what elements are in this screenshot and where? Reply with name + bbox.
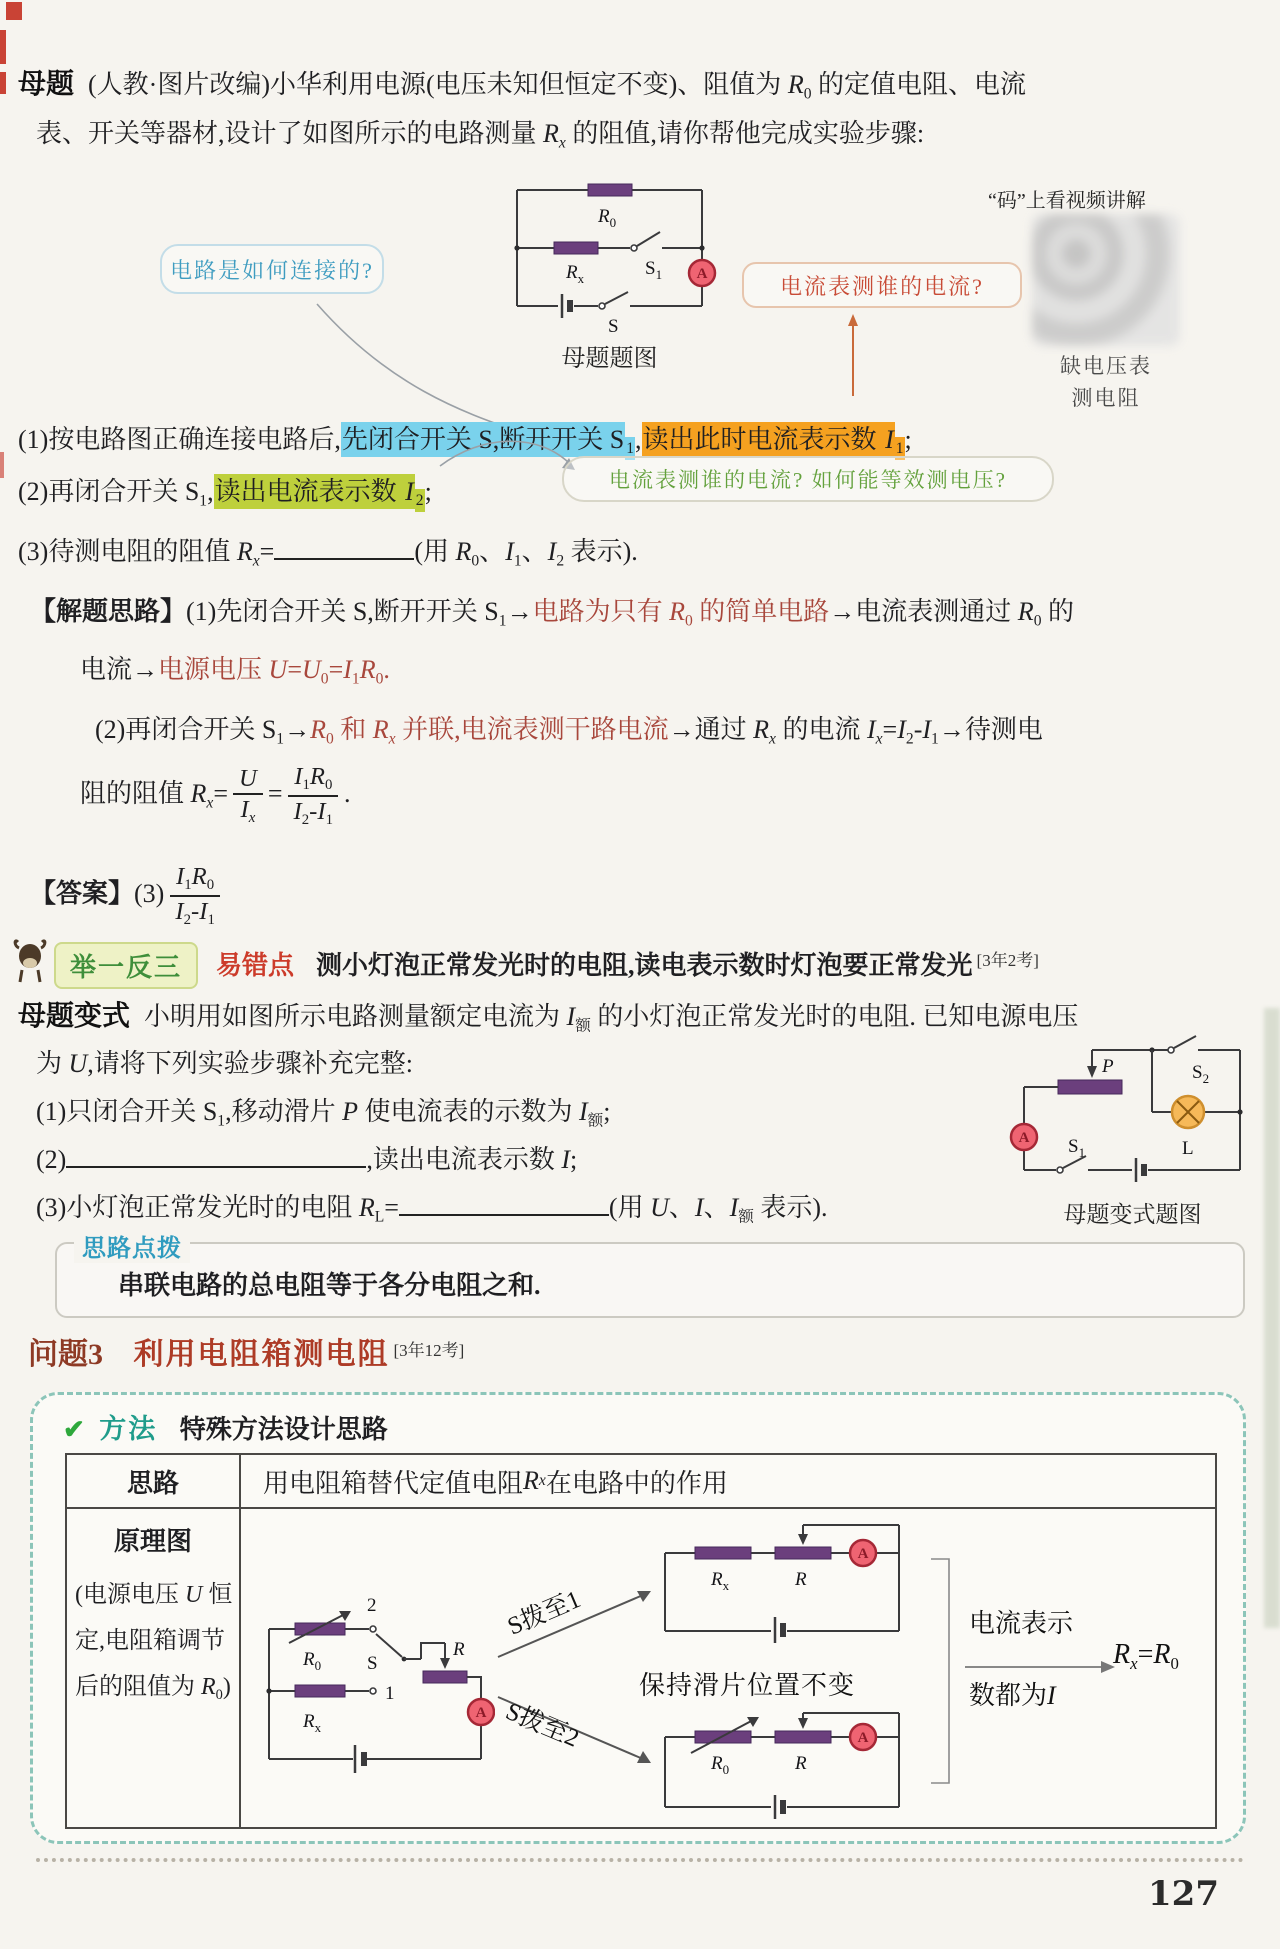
solution-label: 【解题思路】 [30,597,187,626]
selector-switch-blade [376,1634,402,1657]
svg-text:S: S [367,1653,378,1674]
table-header-cell [67,1509,241,1827]
section-title: 利用电阻箱测电阻 [133,1338,390,1371]
check-icon: ✔ [63,1415,85,1444]
svg-text:A: A [696,266,708,282]
problem-text: (人教·图片改编)小华利用电源(电压未知但恒定不变)、阻值为 $R_0$ 的定值电阻、电流 [88,70,1027,103]
svg-text:A: A [857,1730,869,1746]
variant-step-2: (2) ,读出电流表示数 I; [36,1140,577,1179]
svg-text:R0: $R_0$ [598,206,617,230]
band-cite: [3年2考] [976,951,1039,970]
circuit-position-2 [653,1703,923,1825]
answer-label: 【答案】 [30,878,135,908]
handwritten-note-blue: 电路是如何连接的? [160,244,384,294]
resistance-box-r0 [295,1623,345,1635]
method-box [30,1392,1246,1844]
svg-text:P: P [1102,1056,1114,1077]
svg-text:2: 2 [367,1595,377,1616]
step-2: (2)再闭合开关 $S_1$,读出电流表示数 I $_2$; [18,472,432,513]
step-3: (3)待测电阻的阻值 $R_x=$ (用 $R_0$、$I_1$、$I_2$ 表示). [18,532,638,573]
switch-s1-contact [1057,1167,1063,1173]
cow-icon [12,936,48,984]
band-badge: 举一反三 [54,942,198,989]
handwritten-note-red: 电流表测谁的电流? [742,262,1022,308]
resistor-r0 [588,184,632,196]
svg-text:S2: $S_2$ [1192,1062,1210,1086]
solution-line-2: 电流→电源电压 $U=U_0=I_1R_0$. [80,655,390,688]
branch-arrow-1-label: S拨至1 [503,1585,585,1641]
variant-line-2: 为 U,请将下列实验步骤补充完整: [36,1049,414,1078]
svg-text:1: 1 [385,1683,395,1704]
svg-text:Rx: $R_x$ [566,262,585,286]
result-text-line-1: 电流表示 [969,1609,1074,1638]
margin-mark [0,30,6,64]
table-header-cell: 思路 [67,1455,241,1509]
variant-text-1: 小明用如图所示电路测量额定电流为 $I_额$ 的小灯泡正常发光时的电阻. 已知电源电压 [144,1002,1079,1035]
variant-line-1 [18,996,1078,1038]
qr-code [1032,214,1180,346]
section-cite: [3年12考] [393,1341,465,1360]
video-note: “码”上看视频讲解 [988,190,1146,212]
circuit-diagram-variant [1000,1032,1265,1192]
solution-line-3: (2)再闭合开关 $S_1\to R_0$ 和 $R_x$ 并联,电流表测干路电流→通过 $R_x$ 的电流 $I_x=I_2-I_1\to$待测电 [95,715,1043,748]
table-row-cell: 用电阻箱替代定值电阻 R x 在电路中的作用 [241,1455,1215,1509]
annotation-arrow-green [432,430,582,488]
rheostat [1058,1080,1122,1094]
band-text: 测小灯泡正常发光时的电阻,读电表示数时灯泡要正常发光 [316,951,973,980]
slide-rheostat-r [775,1731,831,1743]
margin-mark [6,2,22,20]
variant-label: 母题变式 [18,1001,131,1032]
switch-s1-blade [637,232,660,246]
switch-s2-blade [1174,1036,1196,1048]
circuit-selector [255,1579,495,1789]
principle-note-line: (电源电压 U 恒 [75,1582,233,1608]
svg-text:S: S [608,316,619,336]
switch-s-contact [599,303,605,309]
circuit-variant-caption: 母题变式题图 [1063,1202,1202,1227]
svg-text:Rx: $R_x$ [303,1711,322,1735]
conclusion-formula: $R_x=R_0$ [1113,1639,1179,1673]
method-subtitle: 特殊方法设计思路 [179,1415,388,1444]
result-text-line-2: 数都为I [969,1681,1056,1710]
hint-text: 串联电路的总电阻等于各分电阻之和. [118,1271,541,1300]
step-1: (1)按电路图正确连接电路后,先闭合开关 S,断开开关 S $_1$,读出此时电流表示数 I $_1$; [18,420,912,461]
band-row [216,946,1039,985]
resistor-rx [695,1547,751,1559]
svg-text:S1: $S_1$ [645,258,663,282]
problem-paragraph-line-1 [18,64,1026,106]
margin-mark [0,452,4,478]
result-arrow [963,1657,1121,1677]
branch-arrow-2-label: S拨至2 [501,1697,583,1753]
divider [36,1858,1244,1862]
method-label: 方法 [99,1414,158,1444]
section-number: 问题3 [28,1338,103,1371]
svg-text:A: A [475,1705,487,1721]
circuit-main-caption: 母题题图 [561,346,658,372]
qr-caption-line-1: 缺电压表 [1060,354,1152,378]
page-edge-strip [1264,1008,1280,1628]
hint-label: 思路点拨 [74,1228,190,1263]
svg-text:R0: $R_0$ [303,1649,322,1673]
annotation-arrow-red [840,310,866,398]
slide-rheostat-r [423,1671,467,1683]
solution-line-1 [30,592,1074,633]
answer-line [30,862,226,930]
qr-caption-line-2: 测电阻 [1071,386,1141,410]
svg-text:A: A [857,1546,869,1562]
section-heading [28,1332,464,1377]
principle-note-line: 定,电阻箱调节 [75,1628,225,1654]
switch-s-blade [605,292,628,304]
resistor-rx [295,1685,345,1697]
svg-text:S1: $S_1$ [1068,1136,1086,1160]
problem-label: 母题 [18,69,75,100]
slide-rheostat-r [775,1547,831,1559]
svg-text:R: R [795,1569,807,1590]
principle-note-line: 后的阻值为 $R_0$) [75,1674,231,1704]
svg-text:Rx: $R_x$ [711,1569,730,1593]
margin-mark [0,72,6,94]
problem-paragraph-line-2: 表、开关等器材,设计了如图所示的电路测量 $R_x$ 的阻值,请你帮他完成实验步骤: [36,119,925,152]
svg-text:A: A [1018,1130,1030,1146]
answer-text: (3) $\frac{I_1R_0}{I_2-I_1}$ [134,879,226,908]
switch-s2-contact [1168,1047,1174,1053]
circuit-position-1 [653,1511,923,1657]
svg-text:R0: $R_0$ [711,1753,730,1777]
svg-text:R: R [453,1639,465,1660]
svg-text:R: R [795,1753,807,1774]
page-number: 127 [1148,1874,1219,1914]
diagram-cell [241,1509,1215,1827]
solution-text-1: (1)先闭合开关 S,断开开关 $S_1\to$电路为只有 $R_0$ 的简单电路→电流表测通过 $R_0$ 的 [186,597,1074,630]
keep-slider-note: 保持滑片位置不变 [639,1671,856,1700]
variant-step-1: (1)只闭合开关 $S_1$,移动滑片 P 使电流表的示数为 $I_额$; [36,1097,611,1130]
resistor-rx [554,242,598,254]
grouping-bracket [929,1549,955,1793]
solution-line-4: 阻的阻值 $R_x=$ $\frac{U}{I_x}$ = $\frac{I_1R_0}{I_2-I_1}$ . [80,763,351,829]
method-header [63,1407,388,1446]
svg-text:L: L [1182,1138,1194,1159]
band-tag: 易错点 [216,951,295,980]
principle-title: 原理图 [113,1527,192,1556]
switch-s1-contact [631,245,637,251]
handwritten-note-green: 电流表测谁的电流? 如何能等效测电压? [562,456,1054,502]
method-table [65,1453,1217,1829]
variant-step-3: (3)小灯泡正常发光时的电阻 $R_L=$ (用 U、I、$I_额$ 表示). [36,1188,828,1229]
